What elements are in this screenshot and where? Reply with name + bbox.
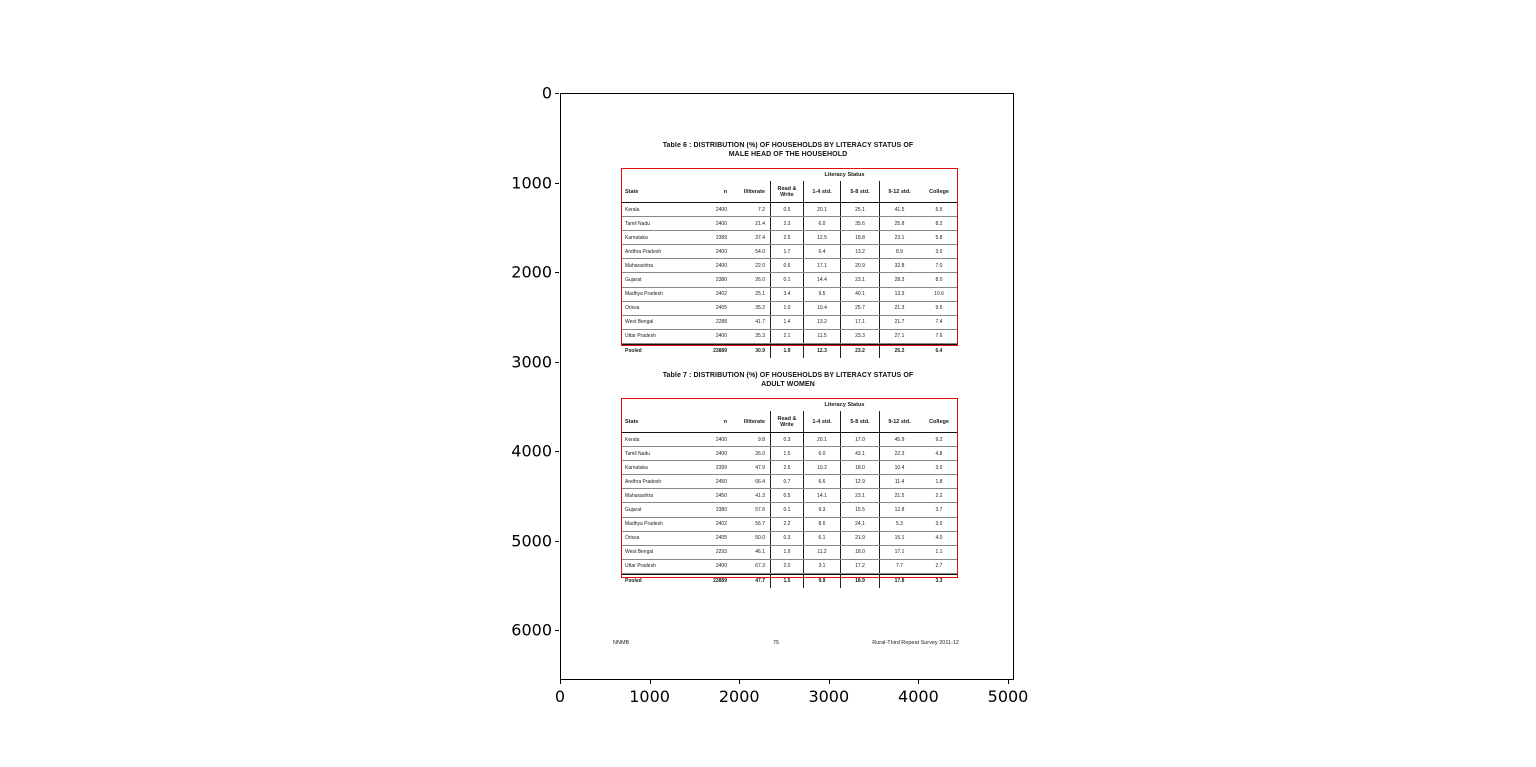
value-cell: 20.9 bbox=[840, 259, 879, 272]
value-cell: 2380 bbox=[715, 507, 727, 514]
footer-page-number: 75 bbox=[773, 640, 780, 646]
span-header-label: Literacy Status bbox=[824, 402, 865, 408]
value-cell: 17.0 bbox=[840, 433, 879, 446]
value-cell: 8.9 bbox=[879, 245, 919, 258]
table-row bbox=[622, 273, 957, 287]
value-cell: 4.8 bbox=[935, 450, 943, 457]
value-cell: 3.3 bbox=[935, 578, 943, 585]
value-cell: 45.9 bbox=[879, 433, 919, 446]
x-tick-label: 0 bbox=[554, 687, 566, 706]
table-header-label: 1-4 std. bbox=[812, 418, 832, 425]
value-cell: 11.5 bbox=[803, 330, 840, 343]
value-cell: 25.8 bbox=[879, 217, 919, 230]
table-row bbox=[622, 217, 957, 231]
value-cell: 54.0 bbox=[755, 248, 765, 255]
state-cell: Andhra Pradesh bbox=[625, 478, 662, 485]
value-cell: 22.3 bbox=[879, 447, 919, 460]
value-cell: 0.5 bbox=[770, 489, 803, 502]
x-tick-label: 1000 bbox=[629, 687, 670, 706]
state-cell: Madhya Pradesh bbox=[625, 291, 663, 298]
value-cell: 2400 bbox=[715, 248, 727, 255]
value-cell: 2.2 bbox=[935, 492, 943, 499]
state-cell: Karnataka bbox=[625, 464, 648, 471]
value-cell: 0.6 bbox=[770, 259, 803, 272]
value-cell: 41.5 bbox=[879, 203, 919, 216]
value-cell: 2389 bbox=[715, 234, 727, 241]
x-tick-label: 5000 bbox=[987, 687, 1029, 706]
value-cell: 7.4 bbox=[935, 319, 943, 326]
table-header-cell bbox=[919, 181, 959, 202]
footer-left: NNMB bbox=[613, 640, 630, 646]
table-header-cell bbox=[840, 181, 879, 202]
table-header-cell bbox=[919, 411, 959, 432]
value-cell: 13.2 bbox=[803, 316, 840, 329]
state-cell: Gujarat bbox=[625, 507, 642, 514]
value-cell: 12.9 bbox=[840, 475, 879, 488]
value-cell: 30.9 bbox=[755, 348, 765, 355]
value-cell: 66.4 bbox=[755, 478, 765, 485]
value-cell: 67.3 bbox=[755, 563, 765, 570]
value-cell: 2400 bbox=[715, 563, 727, 570]
value-cell: 17.1 bbox=[879, 546, 919, 559]
value-cell: 1.4 bbox=[770, 316, 803, 329]
x-tick-label: 3000 bbox=[808, 687, 850, 706]
state-cell: Tamil Nadu bbox=[625, 450, 651, 457]
value-cell: 2405 bbox=[715, 535, 727, 542]
table-row bbox=[622, 245, 957, 259]
table-row bbox=[622, 546, 957, 560]
value-cell: 23889 bbox=[713, 578, 727, 585]
table-header-cell bbox=[840, 411, 879, 432]
table-header-label: Illiterate bbox=[743, 418, 765, 425]
pooled-row bbox=[622, 344, 957, 358]
y-tick-label: 6000 bbox=[511, 620, 552, 640]
value-cell: 46.1 bbox=[755, 549, 765, 556]
value-cell: 2400 bbox=[715, 220, 727, 227]
value-cell: 21.7 bbox=[879, 316, 919, 329]
value-cell: 13.3 bbox=[879, 288, 919, 301]
value-cell: 23.2 bbox=[840, 345, 879, 358]
value-cell: 25.2 bbox=[879, 345, 919, 358]
value-cell: 0.7 bbox=[770, 475, 803, 488]
y-tick-mark bbox=[555, 630, 559, 631]
state-cell: Andhra Pradesh bbox=[625, 248, 662, 255]
y-tick-mark bbox=[555, 362, 559, 363]
table-header-cell bbox=[803, 181, 840, 202]
value-cell: 47.7 bbox=[755, 578, 765, 585]
value-cell: 2400 bbox=[715, 436, 727, 443]
value-cell: 6.4 bbox=[935, 348, 943, 355]
y-tick-label: 4000 bbox=[511, 441, 552, 461]
value-cell: 0.1 bbox=[770, 503, 803, 516]
value-cell: 7.6 bbox=[935, 333, 943, 340]
table-header-cell bbox=[803, 411, 840, 432]
table-row bbox=[622, 203, 957, 217]
value-cell: 25.7 bbox=[840, 302, 879, 315]
value-cell: 23.1 bbox=[879, 231, 919, 244]
value-cell: 2.0 bbox=[770, 560, 803, 573]
x-tick-label: 2000 bbox=[718, 687, 760, 706]
value-cell: 47.9 bbox=[755, 464, 765, 471]
value-cell: 5.3 bbox=[879, 518, 919, 531]
value-cell: 56.7 bbox=[755, 521, 765, 528]
value-cell: 2450 bbox=[715, 478, 727, 485]
value-cell: 3.1 bbox=[803, 560, 840, 573]
value-cell: 2.1 bbox=[770, 330, 803, 343]
table-header-cell bbox=[879, 411, 919, 432]
value-cell: 2402 bbox=[715, 521, 727, 528]
value-cell: 9.8 bbox=[758, 436, 765, 443]
table-header-cell bbox=[879, 181, 919, 202]
state-cell: Karnataka bbox=[625, 234, 648, 241]
value-cell: 11.2 bbox=[803, 546, 840, 559]
x-tick-label: 4000 bbox=[898, 687, 939, 706]
value-cell: 3.7 bbox=[935, 507, 943, 514]
y-tick-mark bbox=[555, 451, 559, 452]
value-cell: 0.1 bbox=[770, 273, 803, 286]
value-cell: 25.1 bbox=[755, 291, 765, 298]
value-cell: 2288 bbox=[715, 319, 727, 326]
value-cell: 2380 bbox=[715, 277, 727, 284]
value-cell: 32.8 bbox=[879, 259, 919, 272]
state-cell: Kerala bbox=[625, 206, 640, 213]
table-header-label: Read & Write bbox=[777, 415, 797, 428]
state-cell: Tamil Nadu bbox=[625, 220, 651, 227]
table-header-label: n bbox=[723, 418, 727, 425]
state-cell: Kerala bbox=[625, 436, 640, 443]
value-cell: 6.1 bbox=[803, 532, 840, 545]
value-cell: 20.1 bbox=[803, 203, 840, 216]
table-header-cell bbox=[732, 411, 770, 432]
state-cell: Gujarat bbox=[625, 277, 642, 284]
value-cell: 14.4 bbox=[803, 273, 840, 286]
y-tick-label: 0 bbox=[541, 83, 552, 103]
value-cell: 9.3 bbox=[803, 503, 840, 516]
value-cell: 3.0 bbox=[935, 248, 943, 255]
value-cell: 11.4 bbox=[879, 475, 919, 488]
value-cell: 9.5 bbox=[935, 305, 943, 312]
state-cell: Orissa bbox=[625, 305, 640, 312]
value-cell: 26.0 bbox=[755, 277, 765, 284]
table-header-label: 5-8 std. bbox=[850, 418, 870, 425]
value-cell: 21.9 bbox=[840, 532, 879, 545]
value-cell: 2.5 bbox=[770, 461, 803, 474]
table-header-row bbox=[622, 181, 957, 203]
value-cell: 18.0 bbox=[840, 546, 879, 559]
value-cell: 35.2 bbox=[755, 305, 765, 312]
scanned-page bbox=[561, 94, 1015, 681]
table-row bbox=[622, 433, 957, 447]
value-cell: 10.6 bbox=[934, 291, 944, 298]
value-cell: 23889 bbox=[713, 348, 727, 355]
table-row bbox=[622, 503, 957, 517]
value-cell: 3.4 bbox=[770, 288, 803, 301]
table-header-label: College bbox=[929, 418, 949, 425]
table-header-label: 1-4 std. bbox=[812, 188, 832, 195]
literacy-table-adult-women bbox=[621, 398, 958, 585]
state-cell: Orissa bbox=[625, 535, 640, 542]
value-cell: 15.5 bbox=[840, 503, 879, 516]
table-row bbox=[622, 447, 957, 461]
value-cell: 4.0 bbox=[935, 535, 943, 542]
value-cell: 24.1 bbox=[840, 518, 879, 531]
table-row bbox=[622, 302, 957, 316]
state-cell: West Bengal bbox=[625, 549, 654, 556]
value-cell: 28.3 bbox=[879, 273, 919, 286]
value-cell: 2405 bbox=[715, 305, 727, 312]
table-header-cell bbox=[696, 181, 732, 202]
value-cell: 17.2 bbox=[840, 560, 879, 573]
value-cell: 17.1 bbox=[840, 316, 879, 329]
plot-axes bbox=[560, 93, 1014, 680]
y-tick-label: 3000 bbox=[511, 352, 552, 371]
span-header-label: Literacy Status bbox=[824, 172, 865, 178]
value-cell: 0.3 bbox=[770, 433, 803, 446]
value-cell: 1.9 bbox=[770, 546, 803, 559]
value-cell: 43.1 bbox=[840, 447, 879, 460]
table-header-label: College bbox=[929, 188, 949, 195]
table-title-line1: Table 6 : DISTRIBUTION (%) OF HOUSEHOLDS BY LITERACY STATUS OF bbox=[662, 142, 914, 149]
table-title-line2: ADULT WOMEN bbox=[761, 381, 815, 388]
value-cell: 2.7 bbox=[935, 563, 943, 570]
table-header-cell bbox=[732, 181, 770, 202]
value-cell: 12.5 bbox=[803, 231, 840, 244]
value-cell: 41.7 bbox=[755, 319, 765, 326]
value-cell: 8.6 bbox=[803, 518, 840, 531]
value-cell: 8.0 bbox=[935, 277, 943, 284]
value-cell: 20.1 bbox=[803, 433, 840, 446]
value-cell: 1.7 bbox=[770, 245, 803, 258]
table-header-label: Illiterate bbox=[743, 188, 765, 195]
y-tick-label: 2000 bbox=[511, 262, 552, 282]
value-cell: 0.5 bbox=[770, 203, 803, 216]
value-cell: 15.1 bbox=[879, 532, 919, 545]
table-header-label: 5-8 std. bbox=[850, 188, 870, 195]
value-cell: 2.5 bbox=[770, 231, 803, 244]
x-tick-mark bbox=[739, 680, 740, 684]
state-cell: Pooled bbox=[625, 348, 642, 355]
value-cell: 6.0 bbox=[803, 447, 840, 460]
state-cell: Maharashtra bbox=[625, 492, 654, 499]
value-cell: 9.2 bbox=[935, 436, 943, 443]
state-cell: West Bengal bbox=[625, 319, 654, 326]
value-cell: 50.0 bbox=[755, 535, 765, 542]
value-cell: 41.3 bbox=[755, 492, 765, 499]
value-cell: 2.2 bbox=[770, 518, 803, 531]
state-cell: Madhya Pradesh bbox=[625, 521, 663, 528]
y-tick-mark bbox=[555, 272, 559, 273]
value-cell: 1.0 bbox=[770, 302, 803, 315]
y-tick-mark bbox=[555, 93, 559, 94]
value-cell: 1.8 bbox=[935, 478, 943, 485]
table-row bbox=[622, 316, 957, 330]
value-cell: 9.5 bbox=[803, 288, 840, 301]
value-cell: 23.1 bbox=[840, 489, 879, 502]
value-cell: 7.7 bbox=[879, 560, 919, 573]
value-cell: 3.0 bbox=[935, 521, 943, 528]
value-cell: 2293 bbox=[715, 549, 727, 556]
value-cell: 40.1 bbox=[840, 288, 879, 301]
value-cell: 2.3 bbox=[770, 217, 803, 230]
value-cell: 17.8 bbox=[879, 575, 919, 588]
value-cell: 9.9 bbox=[803, 575, 840, 588]
value-cell: 1.5 bbox=[770, 447, 803, 460]
table-header-row bbox=[622, 411, 957, 433]
value-cell: 18.8 bbox=[840, 231, 879, 244]
table-header-cell bbox=[770, 411, 803, 432]
table-row bbox=[622, 259, 957, 273]
value-cell: 2402 bbox=[715, 291, 727, 298]
y-tick-label: 1000 bbox=[511, 173, 552, 192]
table-span-header-row bbox=[622, 399, 957, 411]
value-cell: 6.6 bbox=[803, 475, 840, 488]
pooled-row bbox=[622, 574, 957, 588]
literacy-table-male-head bbox=[621, 168, 958, 355]
value-cell: 1.5 bbox=[770, 575, 803, 588]
value-cell: 25.1 bbox=[840, 203, 879, 216]
table-header-cell bbox=[622, 181, 696, 202]
value-cell: 6.0 bbox=[803, 217, 840, 230]
table-row bbox=[622, 461, 957, 475]
value-cell: 35.3 bbox=[755, 333, 765, 340]
value-cell: 1.9 bbox=[770, 345, 803, 358]
value-cell: 2400 bbox=[715, 262, 727, 269]
table-title-line1: Table 7 : DISTRIBUTION (%) OF HOUSEHOLDS BY LITERACY STATUS OF bbox=[662, 372, 914, 379]
footer-right: Rural-Third Repeat Survey 2011-12 bbox=[872, 640, 959, 646]
table-row bbox=[622, 532, 957, 546]
value-cell: 10.4 bbox=[879, 461, 919, 474]
state-cell: Pooled bbox=[625, 578, 642, 585]
state-cell: Uttar Pradesh bbox=[625, 333, 656, 340]
value-cell: 6.4 bbox=[803, 245, 840, 258]
table-header-cell bbox=[770, 181, 803, 202]
value-cell: 21.3 bbox=[879, 302, 919, 315]
value-cell: 23.3 bbox=[840, 330, 879, 343]
x-tick-mark bbox=[650, 680, 651, 684]
table-header-label: 9-12 std. bbox=[888, 418, 911, 425]
value-cell: 14.1 bbox=[803, 489, 840, 502]
value-cell: 13.2 bbox=[840, 245, 879, 258]
table-header-label: State bbox=[625, 188, 639, 195]
table-row bbox=[622, 330, 957, 344]
state-cell: Uttar Pradesh bbox=[625, 563, 656, 570]
table-header-label: 9-12 std. bbox=[888, 188, 911, 195]
value-cell: 35.6 bbox=[840, 217, 879, 230]
value-cell: 21.5 bbox=[879, 489, 919, 502]
table-header-label: State bbox=[625, 418, 639, 425]
value-cell: 2400 bbox=[715, 333, 727, 340]
value-cell: 10.2 bbox=[803, 461, 840, 474]
table-header-cell bbox=[696, 411, 732, 432]
table-row bbox=[622, 288, 957, 302]
value-cell: 12.8 bbox=[879, 503, 919, 516]
value-cell: 10.4 bbox=[803, 302, 840, 315]
value-cell: 18.9 bbox=[840, 575, 879, 588]
value-cell: 8.2 bbox=[935, 220, 943, 227]
table-row bbox=[622, 560, 957, 574]
value-cell: 37.4 bbox=[755, 234, 765, 241]
y-tick-label: 5000 bbox=[511, 531, 552, 550]
table-header-label: Read & Write bbox=[777, 185, 797, 198]
value-cell: 18.0 bbox=[840, 461, 879, 474]
table-row bbox=[622, 475, 957, 489]
value-cell: 7.2 bbox=[758, 206, 765, 213]
value-cell: 7.0 bbox=[935, 262, 943, 269]
value-cell: 26.0 bbox=[755, 450, 765, 457]
value-cell: 2400 bbox=[715, 206, 727, 213]
table-title-line2: MALE HEAD OF THE HOUSEHOLD bbox=[728, 151, 848, 158]
x-tick-mark bbox=[918, 680, 919, 684]
table-row bbox=[622, 231, 957, 245]
y-tick-mark bbox=[555, 541, 559, 542]
x-tick-mark bbox=[560, 680, 561, 684]
value-cell: 27.1 bbox=[879, 330, 919, 343]
y-tick-mark bbox=[555, 183, 559, 184]
value-cell: 17.1 bbox=[803, 259, 840, 272]
table-row bbox=[622, 518, 957, 532]
value-cell: 5.8 bbox=[935, 234, 943, 241]
x-tick-mark bbox=[829, 680, 830, 684]
value-cell: 2399 bbox=[715, 464, 727, 471]
table-row bbox=[622, 489, 957, 503]
table-header-cell bbox=[622, 411, 696, 432]
table-span-header-row bbox=[622, 169, 957, 181]
value-cell: 3.0 bbox=[935, 464, 943, 471]
value-cell: 57.6 bbox=[755, 507, 765, 514]
value-cell: 1.1 bbox=[935, 549, 943, 556]
value-cell: 22.0 bbox=[755, 262, 765, 269]
x-tick-mark bbox=[1008, 680, 1009, 684]
value-cell: 2450 bbox=[715, 492, 727, 499]
value-cell: 0.3 bbox=[770, 532, 803, 545]
table-header-label: n bbox=[723, 188, 727, 195]
value-cell: 21.4 bbox=[755, 220, 765, 227]
value-cell: 2400 bbox=[715, 450, 727, 457]
value-cell: 23.1 bbox=[840, 273, 879, 286]
state-cell: Maharashtra bbox=[625, 262, 654, 269]
value-cell: 5.5 bbox=[935, 206, 943, 213]
value-cell: 12.3 bbox=[803, 345, 840, 358]
